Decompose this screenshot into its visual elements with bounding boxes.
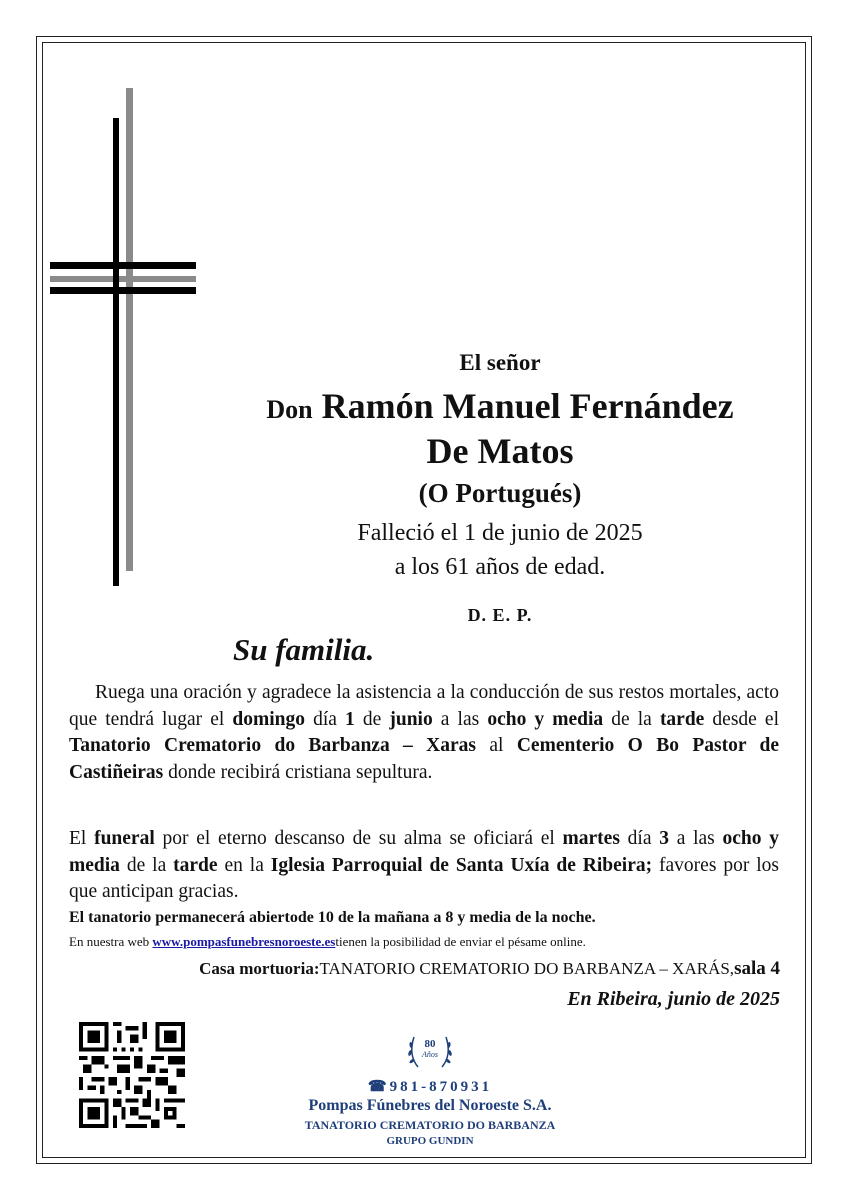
- paragraph1-run: domingo: [232, 708, 305, 730]
- funeral-home-value: TANATORIO CREMATORIO DO BARBANZA – XARÁS,: [319, 959, 735, 978]
- funeral-home-line: [60, 958, 780, 980]
- paragraph2-run: Iglesia Parroquial de Santa Uxía de Ribeira;: [270, 854, 653, 876]
- cross-grey-vertical: [126, 88, 133, 571]
- age-at-death: a los 61 años de edad.: [394, 554, 606, 580]
- paragraph1-run: de la: [603, 708, 660, 730]
- company-tanatorio: TANATORIO CREMATORIO DO BARBANZA: [304, 1118, 556, 1132]
- paragraph1-run: Cementerio O Bo Pastor de Castiñeiras: [69, 735, 779, 783]
- cross-black-vertical: [113, 118, 119, 586]
- paragraph2-run: ocho y media: [69, 828, 779, 876]
- deceased-name-line2: De Matos: [426, 431, 574, 471]
- family-heading: Su familia.: [233, 632, 375, 667]
- cross-black-horizontal-top: [50, 262, 196, 269]
- paragraph1-run: a las: [432, 708, 488, 730]
- paragraph1-run: al: [476, 735, 517, 756]
- paragraph1-run: de: [354, 708, 390, 730]
- death-date: Falleció el 1 de junio de 2025: [357, 520, 643, 546]
- opening-hours-note: El tanatorio permanecerá abiertode 10 de la mañana a 8 y media de la noche.: [69, 909, 596, 926]
- paragraph2-run: favores por los que anticipan gracias.: [69, 854, 779, 902]
- paragraph1-run: Ruega una oración y agradece la asistencia a la conducción de sus restos mortales, acto que tendrá lugar el: [69, 682, 779, 730]
- name-line1: Ramón Manuel Fernández: [321, 386, 734, 426]
- paragraph1-run: desde el: [704, 708, 779, 730]
- company-name: Pompas Fúnebres del Noroeste S.A.: [308, 1097, 552, 1114]
- paragraph1-run: 1: [345, 708, 355, 730]
- paragraph2-run: por el eterno descanso de su alma se oficiará el: [154, 828, 563, 849]
- paragraph1-run: ocho y media: [487, 708, 604, 730]
- deceased-alias: (O Portugués): [418, 478, 582, 508]
- paragraph2-run: en la: [217, 854, 271, 876]
- portrait-photo: [392, 92, 592, 335]
- website-link[interactable]: www.pompasfunebresnoroeste.es: [152, 934, 336, 949]
- web-note: [69, 934, 789, 950]
- paragraph2-run: martes: [562, 828, 620, 849]
- paragraph1-run: donde recibirá cristiana sepultura.: [163, 761, 433, 783]
- cross-grey-horizontal: [50, 276, 196, 282]
- paragraph2-run: funeral: [94, 828, 155, 849]
- web-note-after: tienen la posibilidad de enviar el pésame online.: [335, 934, 586, 949]
- paragraph2-run: 3: [659, 828, 669, 849]
- cross-black-horizontal-bottom: [50, 287, 196, 294]
- funeral-mass-paragraph: [69, 826, 779, 906]
- paragraph2-run: tarde: [173, 854, 218, 876]
- funeral-procession-paragraph: [69, 680, 779, 786]
- paragraph1-run: junio: [389, 708, 433, 730]
- deceased-name-line1: [200, 385, 800, 427]
- 80-years-laurel-badge: [404, 1025, 456, 1075]
- web-note-before: En nuestra web: [69, 934, 153, 949]
- qr-code-icon[interactable]: [79, 1022, 185, 1128]
- place-date-signoff: En Ribeira, junio de 2025: [567, 988, 780, 1010]
- paragraph1-run: Tanatorio Crematorio do Barbanza – Xaras: [69, 735, 477, 756]
- badge-word: Años: [422, 1050, 438, 1059]
- name-prefix: Don: [266, 395, 313, 424]
- company-group: GRUPO GUNDIN: [386, 1135, 474, 1147]
- paragraph1-run: tarde: [659, 708, 705, 730]
- paragraph1-run: día: [305, 708, 346, 730]
- phone-number[interactable]: ☎981-870931: [367, 1079, 493, 1095]
- paragraph2-run: día: [619, 828, 660, 849]
- intro-text: El señor: [459, 350, 541, 375]
- paragraph2-run: a las: [668, 828, 723, 849]
- funeral-home-label: Casa mortuoria:: [199, 959, 320, 978]
- paragraph2-run: El: [69, 828, 95, 849]
- badge-number: 80: [424, 1038, 436, 1050]
- funeral-home-room: sala 4: [734, 958, 780, 979]
- paragraph2-run: de la: [119, 854, 174, 876]
- rest-in-peace: D. E. P.: [467, 605, 533, 625]
